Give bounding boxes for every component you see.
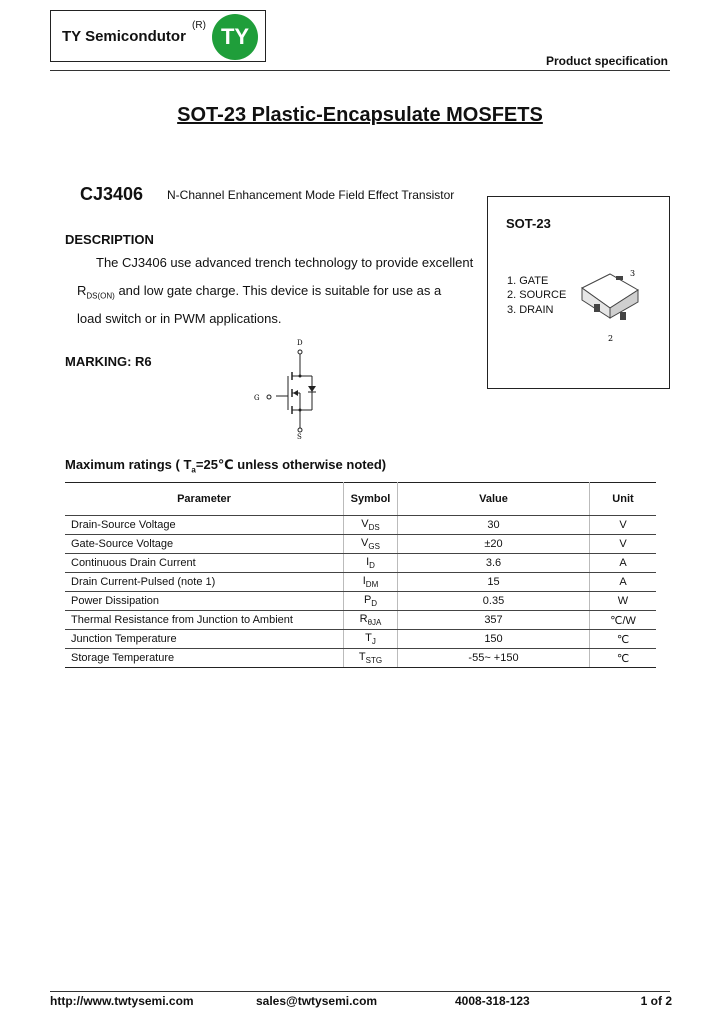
pin-3-number: 3 <box>630 269 636 278</box>
cell-symbol: $P_D$ <box>344 592 398 611</box>
source-label: S <box>297 433 302 441</box>
drain-label: D <box>297 339 303 347</box>
description-heading: DESCRIPTION <box>65 232 154 247</box>
table-row <box>65 554 656 573</box>
gate-label: G <box>254 394 260 402</box>
max-ratings-table <box>65 482 656 668</box>
table-header-row <box>65 483 656 516</box>
pin-2-label: 2. SOURCE <box>507 289 567 301</box>
table-row <box>65 535 656 554</box>
page-number: 1 of 2 <box>640 994 672 1008</box>
cell-unit: A <box>590 554 657 573</box>
header-divider <box>50 70 670 71</box>
cell-parameter: Continuous Drain Current <box>65 554 344 573</box>
table-row <box>65 573 656 592</box>
page-title: SOT-23 Plastic-Encapsulate MOSFETS <box>177 104 543 126</box>
cell-parameter: Drain-Source Voltage <box>65 516 344 535</box>
sot23-package-drawing <box>576 266 646 344</box>
cell-parameter: Power Dissipation <box>65 592 344 611</box>
cell-parameter: Storage Temperature <box>65 649 344 668</box>
pin-3-label: 3. DRAIN <box>507 304 554 316</box>
header-symbol: Symbol <box>344 483 398 516</box>
part-description: N-Channel Enhancement Mode Field Effect Transistor <box>167 188 455 202</box>
ratings-title: Maximum ratings ( $T_a=25℃$ unless otherwise noted) <box>65 457 387 475</box>
cell-unit: ℃ <box>590 649 657 668</box>
cell-parameter: Thermal Resistance from Junction to Ambient <box>65 611 344 630</box>
table-row <box>65 630 656 649</box>
cell-value: 150 <box>398 630 590 649</box>
table-row <box>65 649 656 668</box>
cell-value: 357 <box>398 611 590 630</box>
description-line-3: load switch or in PWM applications. <box>77 311 282 326</box>
cell-unit: ℃/W <box>590 611 657 630</box>
description-line-1: The CJ3406 use advanced trench technology to provide excellent <box>96 255 474 270</box>
cell-value: 30 <box>398 516 590 535</box>
table-row <box>65 516 656 535</box>
cell-symbol: $V_{GS}$ <box>344 535 398 554</box>
cell-unit: V <box>590 516 657 535</box>
footer-phone: 4008-318-123 <box>455 994 530 1008</box>
cell-value: ±20 <box>398 535 590 554</box>
registered-mark: (R) <box>192 20 206 31</box>
part-number: CJ3406 <box>80 184 144 204</box>
company-name: TY Semicondutor <box>62 28 186 45</box>
footer-email-link[interactable]: sales@twtysemi.com <box>256 994 378 1008</box>
cell-unit: A <box>590 573 657 592</box>
marking-label: MARKING: R6 <box>65 354 152 369</box>
cell-symbol: $R_{\theta JA}$ <box>344 611 398 630</box>
cell-symbol: $I_{DM}$ <box>344 573 398 592</box>
cell-parameter: Drain Current-Pulsed (note 1) <box>65 573 344 592</box>
footer-website-link[interactable]: http://www.twtysemi.com <box>50 994 194 1008</box>
cell-value: 3.6 <box>398 554 590 573</box>
cell-value: -55~ +150 <box>398 649 590 668</box>
cell-unit: ℃ <box>590 630 657 649</box>
cell-parameter: Junction Temperature <box>65 630 344 649</box>
cell-parameter: Gate-Source Voltage <box>65 535 344 554</box>
package-name: SOT-23 <box>506 216 551 231</box>
cell-value: 15 <box>398 573 590 592</box>
company-logo: TY <box>212 14 258 60</box>
pin-2-number: 2 <box>608 334 614 343</box>
cell-symbol: $V_{DS}$ <box>344 516 398 535</box>
table-row <box>65 611 656 630</box>
mosfet-schematic <box>250 336 330 444</box>
description-line-2: $R_{DS(ON)}$ and low gate charge. This device is suitable for use as a <box>77 283 442 301</box>
cell-unit: V <box>590 535 657 554</box>
footer-divider <box>50 991 670 992</box>
table-row <box>65 592 656 611</box>
cell-unit: W <box>590 592 657 611</box>
pin-1-label: 1. GATE <box>507 275 549 287</box>
header-parameter: Parameter <box>65 483 344 516</box>
header-value: Value <box>398 483 590 516</box>
cell-symbol: $I_D$ <box>344 554 398 573</box>
cell-symbol: $T_J$ <box>344 630 398 649</box>
cell-value: 0.35 <box>398 592 590 611</box>
cell-symbol: $T_{STG}$ <box>344 649 398 668</box>
header-unit: Unit <box>590 483 657 516</box>
product-spec-label: Product specification <box>545 54 668 68</box>
